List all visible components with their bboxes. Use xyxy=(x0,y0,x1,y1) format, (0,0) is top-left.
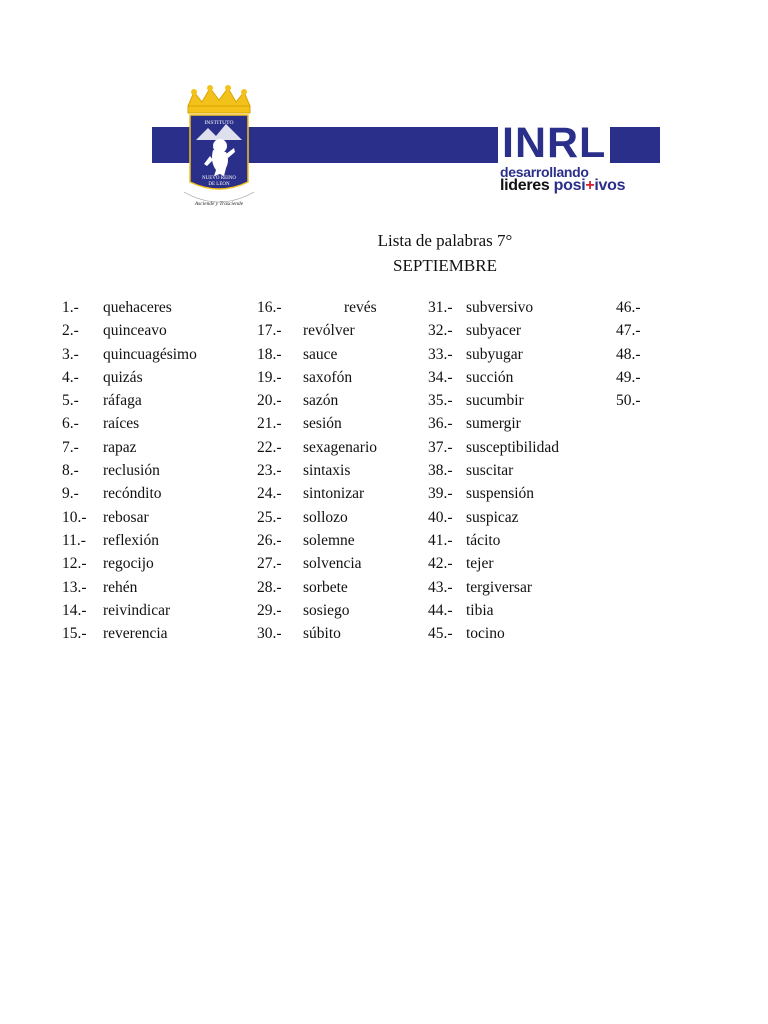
item-number: 23.- xyxy=(257,462,282,480)
item-word: tergiversar xyxy=(466,578,532,596)
brand-tagline-2b: posi xyxy=(553,177,586,194)
title-line-1: Lista de palabras 7° xyxy=(377,231,513,250)
item-number: 32.- xyxy=(428,322,453,340)
item-number: 43.- xyxy=(428,578,453,596)
item-number: 42.- xyxy=(428,555,453,573)
item-word: reverencia xyxy=(103,625,168,643)
item-number: 48.- xyxy=(616,345,641,363)
item-number: 36.- xyxy=(428,415,453,433)
item-word: quizás xyxy=(103,368,143,386)
item-number: 34.- xyxy=(428,368,453,386)
item-number: 11.- xyxy=(62,531,86,549)
emblem-bottom-text-2: DE LEON xyxy=(208,182,230,187)
item-number: 1.- xyxy=(62,299,79,316)
item-word: regocijo xyxy=(103,555,154,573)
item-word: súbito xyxy=(303,625,341,643)
item-number: 37.- xyxy=(428,438,453,456)
item-word: sumergir xyxy=(466,415,521,433)
document-title xyxy=(300,228,590,278)
item-number: 9.- xyxy=(62,485,79,503)
emblem-motto: Asciende y Trasciende xyxy=(194,201,244,207)
item-word: solvencia xyxy=(303,555,362,573)
plus-icon: + xyxy=(585,177,595,194)
item-number: 21.- xyxy=(257,415,282,433)
title-line-2: SEPTIEMBRE xyxy=(393,256,497,275)
item-number: 15.- xyxy=(62,625,87,643)
item-number: 38.- xyxy=(428,462,453,480)
item-word: sollozo xyxy=(303,508,348,526)
item-word: recóndito xyxy=(103,485,162,503)
item-word: reflexión xyxy=(103,531,159,549)
item-word: rapaz xyxy=(103,438,137,456)
item-word: susceptibilidad xyxy=(466,438,559,456)
item-word: suspicaz xyxy=(466,508,519,526)
item-word: rebosar xyxy=(103,508,149,526)
item-word: suscitar xyxy=(466,462,514,480)
item-number: 26.- xyxy=(257,531,282,549)
item-number: 28.- xyxy=(257,578,282,596)
item-number: 5.- xyxy=(62,392,79,410)
item-word: revólver xyxy=(303,322,355,340)
item-number: 24.- xyxy=(257,485,282,503)
item-number: 7.- xyxy=(62,438,79,456)
item-word: raíces xyxy=(103,415,140,433)
item-number: 10.- xyxy=(62,508,87,526)
item-number: 45.- xyxy=(428,625,453,643)
brand-logo xyxy=(494,119,662,200)
item-word: quehaceres xyxy=(103,299,172,316)
brand-tagline-2 xyxy=(500,178,625,194)
item-word: sucumbir xyxy=(466,392,524,410)
item-number: 35.- xyxy=(428,392,453,410)
item-word: quincuagésimo xyxy=(103,345,197,363)
item-number: 6.- xyxy=(62,415,79,433)
item-number: 8.- xyxy=(62,462,79,480)
brand-tagline-2d: ivos xyxy=(594,177,626,194)
brand-tagline-2a: lideres xyxy=(500,177,550,194)
item-number: 16.- xyxy=(257,299,282,316)
brand-name: INRL xyxy=(498,122,610,165)
crown-icon xyxy=(188,85,250,113)
brand-tagline-1: desarrollando xyxy=(500,164,589,180)
item-word: reivindicar xyxy=(103,601,171,619)
item-number: 14.- xyxy=(62,601,87,619)
item-word: subversivo xyxy=(466,299,534,316)
item-number: 30.- xyxy=(257,625,282,643)
item-word: saxofón xyxy=(303,368,353,386)
item-word: subyugar xyxy=(466,345,523,363)
item-number: 4.- xyxy=(62,368,79,386)
item-number: 47.- xyxy=(616,322,641,340)
item-word: sesión xyxy=(303,415,342,433)
item-number: 40.- xyxy=(428,508,453,526)
item-word: suspensión xyxy=(466,485,535,503)
item-word: solemne xyxy=(303,531,355,549)
item-word: ráfaga xyxy=(103,392,142,410)
item-number: 33.- xyxy=(428,345,453,363)
item-word: tejer xyxy=(466,555,494,573)
item-number: 50.- xyxy=(616,392,641,410)
item-number: 12.- xyxy=(62,555,87,573)
emblem-top-text: INSTITUTO xyxy=(204,120,234,126)
item-number: 39.- xyxy=(428,485,453,503)
document-header xyxy=(0,0,768,230)
item-number: 13.- xyxy=(62,578,87,596)
item-word: reclusión xyxy=(103,462,160,480)
item-number: 19.- xyxy=(257,368,282,386)
item-word: sorbete xyxy=(303,578,348,596)
item-number: 27.- xyxy=(257,555,282,573)
item-number: 49.- xyxy=(616,368,641,386)
item-word: tocino xyxy=(466,625,505,643)
item-number: 41.- xyxy=(428,531,453,549)
item-word: sauce xyxy=(303,345,338,363)
item-word: tácito xyxy=(466,531,501,549)
item-word: rehén xyxy=(103,578,138,596)
item-number: 46.- xyxy=(616,299,641,316)
item-word: succión xyxy=(466,368,514,386)
item-number: 22.- xyxy=(257,438,282,456)
item-number: 20.- xyxy=(257,392,282,410)
item-number: 18.- xyxy=(257,345,282,363)
item-number: 2.- xyxy=(62,322,79,340)
item-word: tibia xyxy=(466,601,494,619)
item-number: 25.- xyxy=(257,508,282,526)
item-word: sintaxis xyxy=(303,462,351,480)
item-word: sazón xyxy=(303,392,339,410)
item-number: 31.- xyxy=(428,299,453,316)
item-word: sosiego xyxy=(303,601,350,619)
item-number: 29.- xyxy=(257,601,282,619)
item-word: subyacer xyxy=(466,322,522,340)
item-word: sintonizar xyxy=(303,485,365,503)
item-number: 44.- xyxy=(428,601,453,619)
item-word: quinceavo xyxy=(103,322,167,340)
item-word: revés xyxy=(344,299,377,316)
item-number: 3.- xyxy=(62,345,79,363)
emblem-bottom-text-1: NUEVO REINO xyxy=(201,176,237,181)
lion-shield-icon xyxy=(180,84,258,214)
item-number: 17.- xyxy=(257,322,282,340)
item-word: sexagenario xyxy=(303,438,378,456)
